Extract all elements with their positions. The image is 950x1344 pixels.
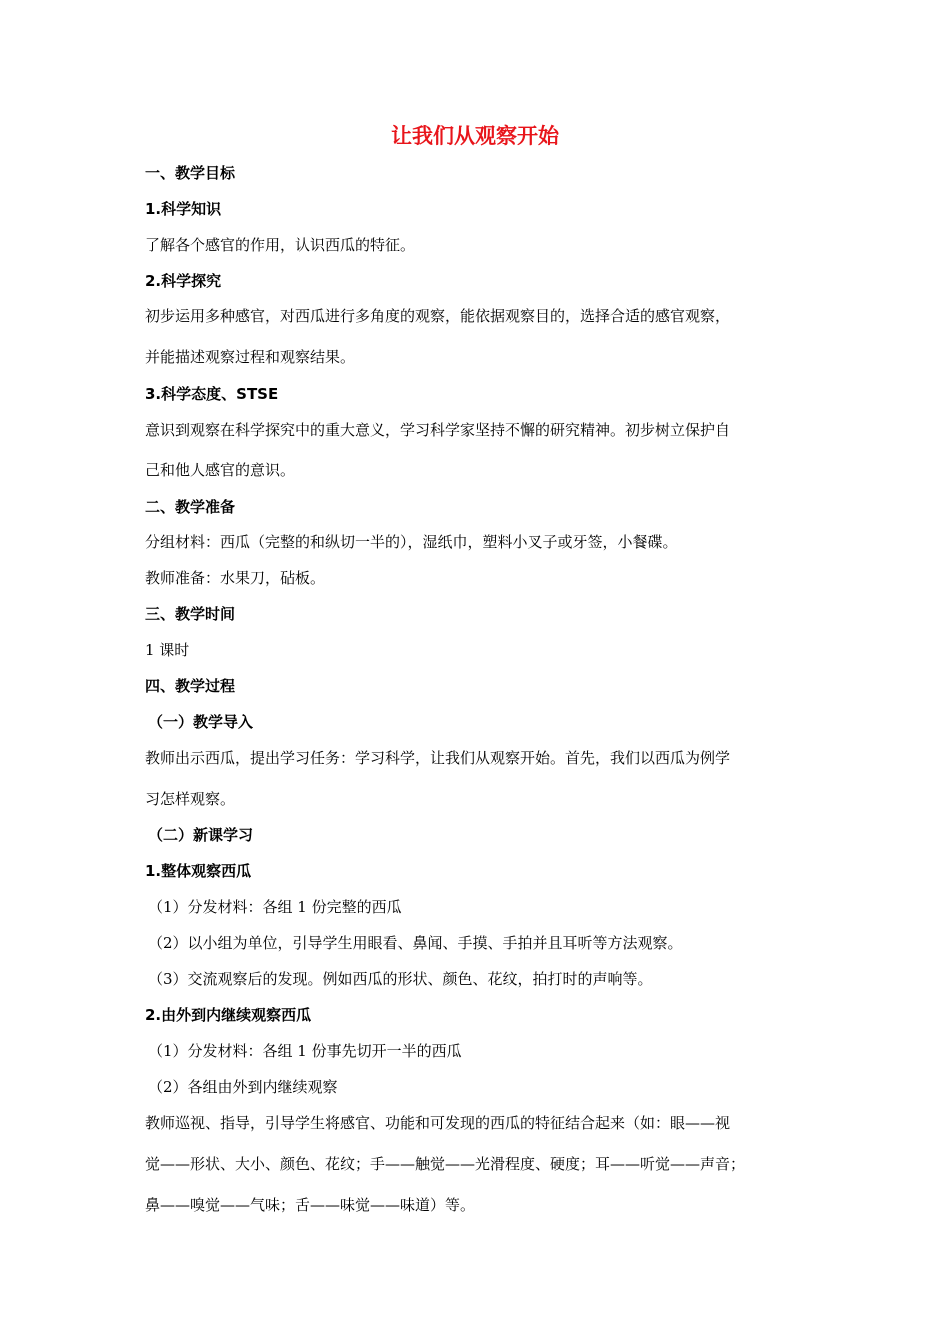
paragraph-line: 鼻——嗅觉——气味；舌——味觉——味道）等。	[145, 1196, 476, 1214]
list-item: （1）分发材料：各组 1 份完整的西瓜	[148, 898, 402, 916]
subheading-science-knowledge: 1.科学知识	[145, 200, 222, 218]
list-item: （2）各组由外到内继续观察	[148, 1078, 338, 1096]
subheading-new-lesson: （二）新课学习	[148, 826, 254, 844]
paragraph-line: 并能描述观察过程和观察结果。	[145, 348, 356, 366]
paragraph-line: 分组材料：西瓜（完整的和纵切一半的），湿纸巾，塑料小叉子或牙签，小餐碟。	[145, 533, 678, 551]
paragraph-line: 意识到观察在科学探究中的重大意义，学习科学家坚持不懈的研究精神。初步树立保护自	[145, 421, 731, 439]
list-item: （3）交流观察后的发现。例如西瓜的形状、颜色、花纹，拍打时的声响等。	[148, 970, 653, 988]
document-title: 让我们从观察开始	[391, 124, 559, 148]
subheading-science-attitude: 3.科学态度、STSE	[145, 385, 279, 403]
paragraph-line: 初步运用多种感官，对西瓜进行多角度的观察，能依据观察目的，选择合适的感官观察，	[145, 307, 731, 325]
section-heading-process: 四、教学过程	[145, 677, 236, 695]
paragraph-line: 教师巡视、指导，引导学生将感官、功能和可发现的西瓜的特征结合起来（如：眼——视	[145, 1114, 731, 1132]
paragraph-line: 觉——形状、大小、颜色、花纹；手——触觉——光滑程度、硬度；耳——听觉——声音；	[145, 1155, 746, 1173]
subheading-science-inquiry: 2.科学探究	[145, 272, 222, 290]
section-heading-preparation: 二、教学准备	[145, 498, 236, 516]
paragraph-line: 己和他人感官的意识。	[145, 461, 296, 479]
subheading-introduction: （一）教学导入	[148, 713, 254, 731]
paragraph-line: 了解各个感官的作用，认识西瓜的特征。	[145, 236, 416, 254]
list-item: （1）分发材料：各组 1 份事先切开一半的西瓜	[148, 1042, 462, 1060]
subheading-whole-observation: 1.整体观察西瓜	[145, 862, 252, 880]
section-heading-objectives: 一、教学目标	[145, 164, 236, 182]
paragraph-line: 习怎样观察。	[145, 790, 236, 808]
section-heading-time: 三、教学时间	[145, 605, 236, 623]
subheading-inside-observation: 2.由外到内继续观察西瓜	[145, 1006, 312, 1024]
paragraph-line: 教师准备：水果刀，砧板。	[145, 569, 326, 587]
list-item: （2）以小组为单位，引导学生用眼看、鼻闻、手摸、手拍并且耳听等方法观察。	[148, 934, 683, 952]
paragraph-line: 教师出示西瓜，提出学习任务：学习科学，让我们从观察开始。首先，我们以西瓜为例学	[145, 749, 731, 767]
paragraph-line: 1 课时	[145, 641, 190, 659]
